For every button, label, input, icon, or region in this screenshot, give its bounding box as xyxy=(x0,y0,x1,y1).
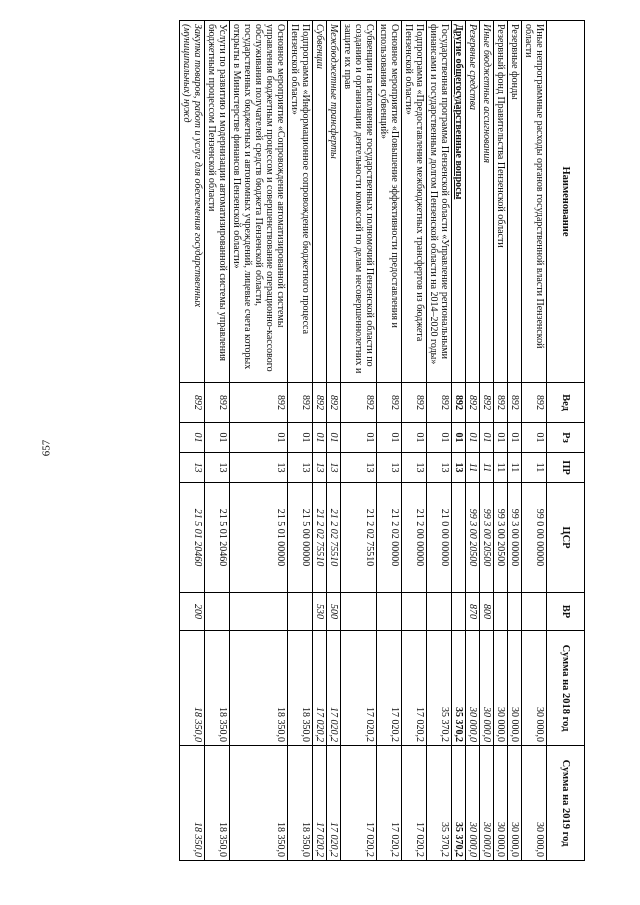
row-ved: 892 xyxy=(522,383,547,423)
row-pr: 13 xyxy=(327,453,341,483)
row-csr: 21 5 01 20460 xyxy=(180,483,205,593)
row-rz: 01 xyxy=(480,423,494,453)
row-sum-2019: 30 000,0 xyxy=(480,746,494,861)
row-name: Подпрограмма «Предоставление межбюджетных трансфертов из бюджета Пензенской области» xyxy=(402,21,427,383)
table-row xyxy=(341,21,377,861)
row-sum-2018: 17 020,2 xyxy=(313,631,327,746)
row-csr: 21 2 00 00000 xyxy=(402,483,427,593)
row-pr: 11 xyxy=(508,453,522,483)
row-ved: 892 xyxy=(180,383,205,423)
row-ved: 892 xyxy=(377,383,402,423)
row-vr xyxy=(341,593,377,631)
row-csr: 21 2 02 00000 xyxy=(377,483,402,593)
row-sum-2018: 17 020,2 xyxy=(327,631,341,746)
row-sum-2019: 17 020,2 xyxy=(327,746,341,861)
row-vr xyxy=(494,593,508,631)
row-name: Подпрограмма «Информационное сопровождение бюджетного процесса Пензенской области» xyxy=(288,21,313,383)
row-csr: 99 3 00 20500 xyxy=(480,483,494,593)
row-vr xyxy=(522,593,547,631)
row-pr: 13 xyxy=(230,453,288,483)
row-rz: 01 xyxy=(494,423,508,453)
row-pr: 11 xyxy=(466,453,480,483)
row-vr xyxy=(508,593,522,631)
row-ved: 892 xyxy=(452,383,466,423)
row-vr xyxy=(205,593,230,631)
row-ved: 892 xyxy=(205,383,230,423)
row-vr xyxy=(402,593,427,631)
row-pr: 13 xyxy=(452,453,466,483)
header-row xyxy=(547,21,585,861)
row-csr: 99 3 00 20500 xyxy=(494,483,508,593)
table-row xyxy=(522,21,547,861)
budget-table xyxy=(179,20,585,861)
row-name: Иные бюджетные ассигнования xyxy=(480,21,494,383)
row-pr: 13 xyxy=(180,453,205,483)
row-name: Резервные средства xyxy=(466,21,480,383)
row-sum-2019: 17 020,2 xyxy=(313,746,327,861)
row-ved: 892 xyxy=(313,383,327,423)
table-row xyxy=(508,21,522,861)
header-name: Наименование xyxy=(547,21,585,383)
row-sum-2019: 17 020,2 xyxy=(341,746,377,861)
row-rz: 01 xyxy=(522,423,547,453)
row-vr xyxy=(427,593,452,631)
row-sum-2019: 17 020,2 xyxy=(377,746,402,861)
row-rz: 01 xyxy=(230,423,288,453)
header-sum-2018: Сумма на 2018 год xyxy=(547,631,585,746)
row-sum-2018: 18 350,0 xyxy=(205,631,230,746)
table-row xyxy=(205,21,230,861)
table-body xyxy=(180,21,547,861)
row-vr xyxy=(288,593,313,631)
row-csr: 21 2 02 75510 xyxy=(341,483,377,593)
row-sum-2018: 30 000,0 xyxy=(494,631,508,746)
row-pr: 13 xyxy=(341,453,377,483)
table-row xyxy=(480,21,494,861)
row-csr: 99 3 00 20500 xyxy=(466,483,480,593)
row-rz: 01 xyxy=(327,423,341,453)
row-sum-2018: 30 000,0 xyxy=(508,631,522,746)
row-name: Резервные фонды xyxy=(508,21,522,383)
budget-table-rotated xyxy=(110,20,585,860)
row-name: Государственная программа Пензенской области «Управление региональными финансами и государственным долгом Пензенской области на 2014–2020 годы» xyxy=(427,21,452,383)
row-sum-2018: 30 000,0 xyxy=(522,631,547,746)
row-vr: 870 xyxy=(466,593,480,631)
row-ved: 892 xyxy=(427,383,452,423)
row-sum-2019: 18 350,0 xyxy=(180,746,205,861)
row-sum-2018: 18 350,0 xyxy=(180,631,205,746)
row-name: Резервный фонд Правительства Пензенской области xyxy=(494,21,508,383)
table-row xyxy=(313,21,327,861)
row-sum-2019: 18 350,0 xyxy=(288,746,313,861)
table-row xyxy=(427,21,452,861)
page-number: 657 xyxy=(40,439,53,457)
table-row xyxy=(452,21,466,861)
table-row xyxy=(494,21,508,861)
table-row xyxy=(180,21,205,861)
row-csr: 21 5 01 00000 xyxy=(230,483,288,593)
row-ved: 892 xyxy=(341,383,377,423)
row-ved: 892 xyxy=(230,383,288,423)
row-name: Основное мероприятие «Сопровождение автоматизированной системы управления бюджетным процессом и совершенствование операционно-кассового обслуживания получателей средств бюджета Пензенской области, государственных бюджетных и автономных учреждений, лицевые счета которых открыты в Министерстве финансов Пензенской области» xyxy=(230,21,288,383)
row-sum-2018: 30 000,0 xyxy=(466,631,480,746)
row-csr: 21 2 02 75510 xyxy=(313,483,327,593)
row-sum-2018: 35 370,2 xyxy=(427,631,452,746)
table-row xyxy=(402,21,427,861)
row-pr: 11 xyxy=(494,453,508,483)
table-row xyxy=(466,21,480,861)
row-rz: 01 xyxy=(180,423,205,453)
row-csr: 21 2 02 75510 xyxy=(327,483,341,593)
row-rz: 01 xyxy=(402,423,427,453)
row-vr xyxy=(230,593,288,631)
row-ved: 892 xyxy=(288,383,313,423)
row-sum-2018: 18 350,0 xyxy=(230,631,288,746)
row-ved: 892 xyxy=(327,383,341,423)
row-sum-2019: 17 020,2 xyxy=(402,746,427,861)
row-csr: 21 5 01 20460 xyxy=(205,483,230,593)
row-csr xyxy=(452,483,466,593)
table-row xyxy=(377,21,402,861)
row-name: Субвенции xyxy=(313,21,327,383)
row-pr: 11 xyxy=(522,453,547,483)
row-ved: 892 xyxy=(466,383,480,423)
row-rz: 01 xyxy=(508,423,522,453)
row-sum-2019: 35 370,2 xyxy=(452,746,466,861)
row-rz: 01 xyxy=(205,423,230,453)
row-pr: 13 xyxy=(402,453,427,483)
header-pr: ПР xyxy=(547,453,585,483)
row-ved: 892 xyxy=(402,383,427,423)
header-sum-2019: Сумма на 2019 год xyxy=(547,746,585,861)
header-ved: Вед xyxy=(547,383,585,423)
row-name: Иные непрограммные расходы органов государственной власти Пензенской области xyxy=(522,21,547,383)
row-ved: 892 xyxy=(508,383,522,423)
row-vr: 500 xyxy=(327,593,341,631)
row-name: Основное мероприятие «Повышение эффективности предоставления и использования субвенций» xyxy=(377,21,402,383)
row-sum-2019: 30 000,0 xyxy=(522,746,547,861)
row-name: Субвенции на исполнение государственных полномочий Пензенской области по созданию и организации деятельности комиссий по делам несовершеннолетних и защите их прав xyxy=(341,21,377,383)
row-pr: 13 xyxy=(377,453,402,483)
row-sum-2019: 30 000,0 xyxy=(508,746,522,861)
row-sum-2019: 18 350,0 xyxy=(230,746,288,861)
row-rz: 01 xyxy=(377,423,402,453)
row-sum-2018: 17 020,2 xyxy=(377,631,402,746)
row-vr xyxy=(377,593,402,631)
row-pr: 13 xyxy=(427,453,452,483)
row-ved: 892 xyxy=(494,383,508,423)
row-sum-2018: 30 000,0 xyxy=(480,631,494,746)
row-csr: 21 0 00 00000 xyxy=(427,483,452,593)
row-csr: 99 3 00 00000 xyxy=(508,483,522,593)
row-name: Услуги по развитию и модернизации автоматизированной системы управления бюджетным процессом Пензенской области xyxy=(205,21,230,383)
row-sum-2019: 30 000,0 xyxy=(494,746,508,861)
row-ved: 892 xyxy=(480,383,494,423)
row-rz: 01 xyxy=(341,423,377,453)
header-vr: ВР xyxy=(547,593,585,631)
row-rz: 01 xyxy=(452,423,466,453)
row-name: Межбюджетные трансферты xyxy=(327,21,341,383)
header-csr: ЦСР xyxy=(547,483,585,593)
row-sum-2019: 18 350,0 xyxy=(205,746,230,861)
row-pr: 13 xyxy=(313,453,327,483)
row-rz: 01 xyxy=(313,423,327,453)
row-pr: 13 xyxy=(288,453,313,483)
row-pr: 13 xyxy=(205,453,230,483)
row-sum-2018: 35 370,2 xyxy=(452,631,466,746)
table-row xyxy=(288,21,313,861)
table-row xyxy=(327,21,341,861)
row-vr: 530 xyxy=(313,593,327,631)
row-sum-2019: 35 370,2 xyxy=(427,746,452,861)
row-csr: 99 0 00 00000 xyxy=(522,483,547,593)
row-pr: 11 xyxy=(480,453,494,483)
row-rz: 01 xyxy=(288,423,313,453)
row-sum-2019: 30 000,0 xyxy=(466,746,480,861)
row-vr: 800 xyxy=(480,593,494,631)
row-sum-2018: 17 020,2 xyxy=(341,631,377,746)
row-csr: 21 5 00 00000 xyxy=(288,483,313,593)
row-name: Закупка товаров, работ и услуг для обеспечения государственных (муниципальных) нужд xyxy=(180,21,205,383)
row-sum-2018: 17 020,2 xyxy=(402,631,427,746)
header-rz: Рз xyxy=(547,423,585,453)
row-sum-2018: 18 350,0 xyxy=(288,631,313,746)
row-name: Другие общегосударственные вопросы xyxy=(452,21,466,383)
row-vr: 200 xyxy=(180,593,205,631)
row-vr xyxy=(452,593,466,631)
row-rz: 01 xyxy=(466,423,480,453)
table-row xyxy=(230,21,288,861)
row-rz: 01 xyxy=(427,423,452,453)
